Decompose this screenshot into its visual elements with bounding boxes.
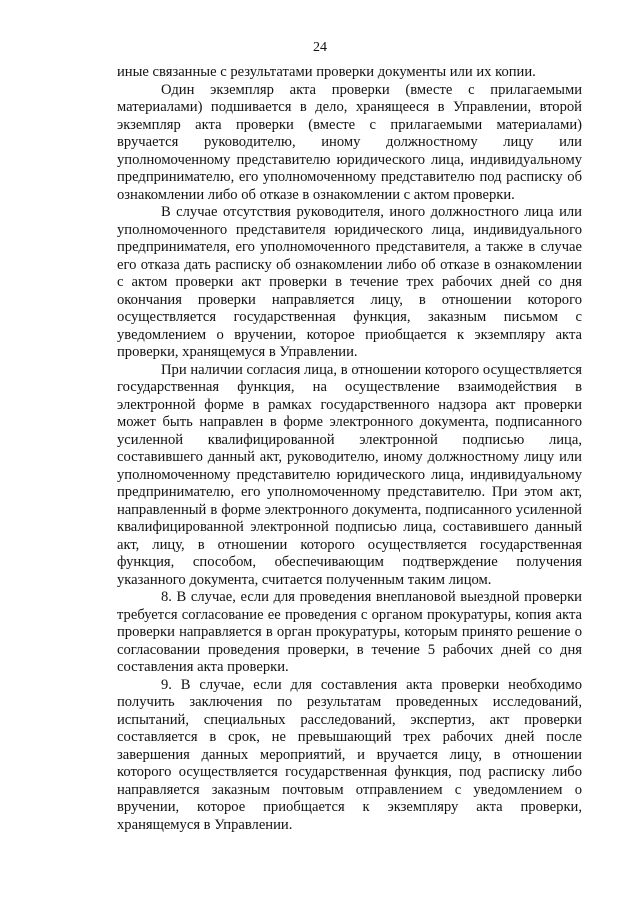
paragraph-electronic-form: При наличии согласия лица, в отношении которого осуществляется государственная функция, на осуществление взаимодействия в электронной форме в рамках государственного надзора акт проверки может быть направлен в форме электронного документа, подписанного усиленной квалифицированной электронной подписью лица, составившего данный акт, руководителю, иному должностному лицу или уполномоченному представителю юридического лица, индивидуальному предпринимателю, его уполномоченному представителю. При этом акт, направленный в форме электронного документа, подписанного усиленной квалифицированной электронной подписью лица, составившего данный акт, лицу, в отношении которого осуществляется государственная функция, способом, обеспечивающим подтверждение получения указанного документа, считается полученным таким лицом. xyxy=(117,361,582,588)
page-number: 24 xyxy=(313,40,327,55)
paragraph-absence-of-head: В случае отсутствия руководителя, иного должностного лица или уполномоченного представителя юридического лица, индивидуального предпринимателя, его уполномоченного представителя, а также в случае его отказа дать расписку об ознакомлении либо об отказе в ознакомлении с актом проверки акт проверки в течение трех рабочих дней со дня окончания проверки направляется лицу, в отношении которого осуществляется государственная функция, заказным письмом с уведомлением о вручении, которое приобщается к экземпляру акта проверки, хранящемуся в Управлении. xyxy=(117,204,582,360)
paragraph-act-copies: Один экземпляр акта проверки (вместе с прилагаемыми материалами) подшивается в дело, хранящееся в Управлении, второй экземпляр акта проверки (вместе с прилагаемыми материалами) вручается руководителю, иному должностному лицу или уполномоченному представителю юридического лица, индивидуальному предпринимателю, его уполномоченному представителю под расписку об ознакомлении либо об отказе в ознакомлении с актом проверки. xyxy=(117,81,582,203)
paragraph-item-9: 9. В случае, если для составления акта проверки необходимо получить заключения по результатам проведенных исследований, испытаний, специальных расследований, экспертиз, акт проверки составляется в срок, не превышающий трех рабочих дней после завершения данных мероприятий, и вручается лицу, в отношении которого осуществляется государственная функция, под расписку либо направляется заказным почтовым отправлением с уведомлением о вручении, которое приобщается к экземпляру акта проверки, хранящемуся в Управлении. xyxy=(117,676,582,833)
paragraph-item-8: 8. В случае, если для проведения внеплановой выездной проверки требуется согласование ее проведения с органом прокуратуры, копия акта проверки направляется в орган прокуратуры, которым принято решение о согласовании проведения проверки, в течение 5 рабочих дней со дня составления акта проверки. xyxy=(117,589,582,675)
document-body xyxy=(117,64,582,834)
paragraph-continuation: иные связанные с результатами проверки документы или их копии. xyxy=(117,64,536,80)
